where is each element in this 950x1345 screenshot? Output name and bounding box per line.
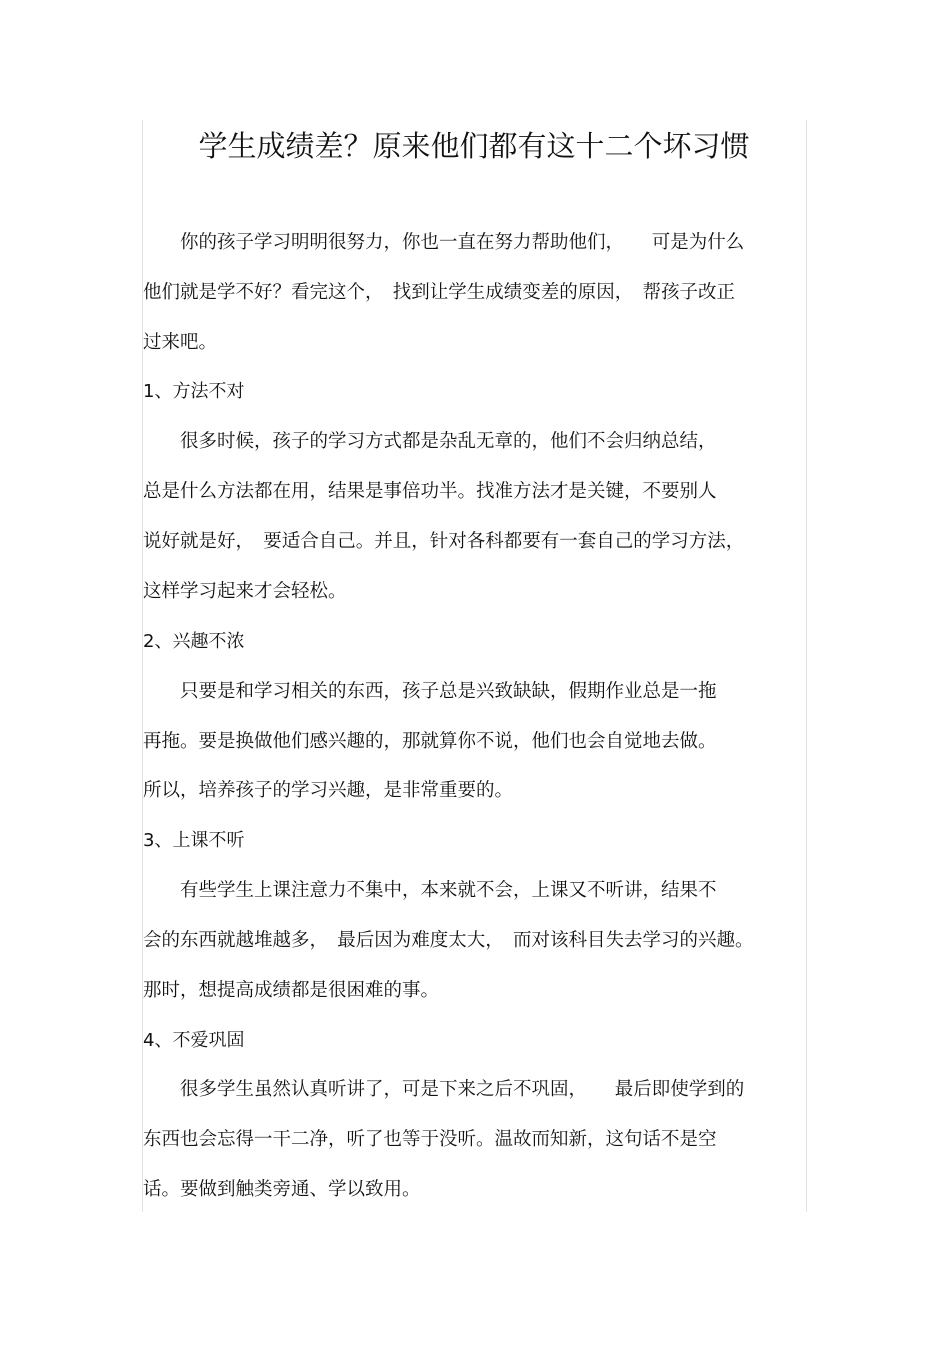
intro-line-2: 他们就是学不好？看完这个， 找到让学生成绩变差的原因， 帮孩子改正 <box>143 282 736 303</box>
section-2-line-2: 再拖。要是换做他们感兴趣的，那就算你不说，他们也会自觉地去做。 <box>143 731 717 752</box>
section-heading-4: 4、不爱巩固 <box>143 1030 245 1051</box>
intro-line-3: 过来吧。 <box>143 332 218 353</box>
section-3-line-1: 有些学生上课注意力不集中，本来就不会，上课又不听讲，结果不 <box>143 880 717 901</box>
section-3-line-3: 那时，想提高成绩都是很困难的事。 <box>143 980 440 1001</box>
section-heading-3: 3、上课不听 <box>143 830 245 851</box>
section-heading-2: 2、兴趣不浓 <box>143 631 245 652</box>
section-4-line-3: 话。要做到触类旁通、学以致用。 <box>143 1179 421 1200</box>
section-2-line-1: 只要是和学习相关的东西，孩子总是兴致缺缺，假期作业总是一拖 <box>143 681 717 702</box>
section-4-line-1: 很多学生虽然认真听讲了，可是下来之后不巩固， 最后即使学到的 <box>143 1079 745 1100</box>
section-1-line-2: 总是什么方法都在用，结果是事倍功半。找准方法才是关键，不要别人 <box>143 481 717 502</box>
document-title: 学生成绩差？原来他们都有这十二个坏习惯 <box>198 129 750 163</box>
section-1-line-3: 说好就是好， 要适合自己。并且，针对各科都要有一套自己的学习方法， <box>143 531 745 552</box>
section-heading-1: 1、方法不对 <box>143 381 245 402</box>
section-1-line-4: 这样学习起来才会轻松。 <box>143 581 347 602</box>
intro-line-1: 你的孩子学习明明很努力，你也一直在努力帮助他们， 可是为什么 <box>143 232 745 253</box>
page-right-border <box>806 120 807 1212</box>
section-4-line-2: 东西也会忘得一干二净，听了也等于没听。温故而知新，这句话不是空 <box>143 1129 717 1150</box>
section-2-line-3: 所以，培养孩子的学习兴趣，是非常重要的。 <box>143 780 514 801</box>
section-3-line-2: 会的东西就越堆越多， 最后因为难度太大， 而对该科目失去学习的兴趣。 <box>143 930 754 951</box>
section-1-line-1: 很多时候，孩子的学习方式都是杂乱无章的，他们不会归纳总结， <box>143 431 717 452</box>
